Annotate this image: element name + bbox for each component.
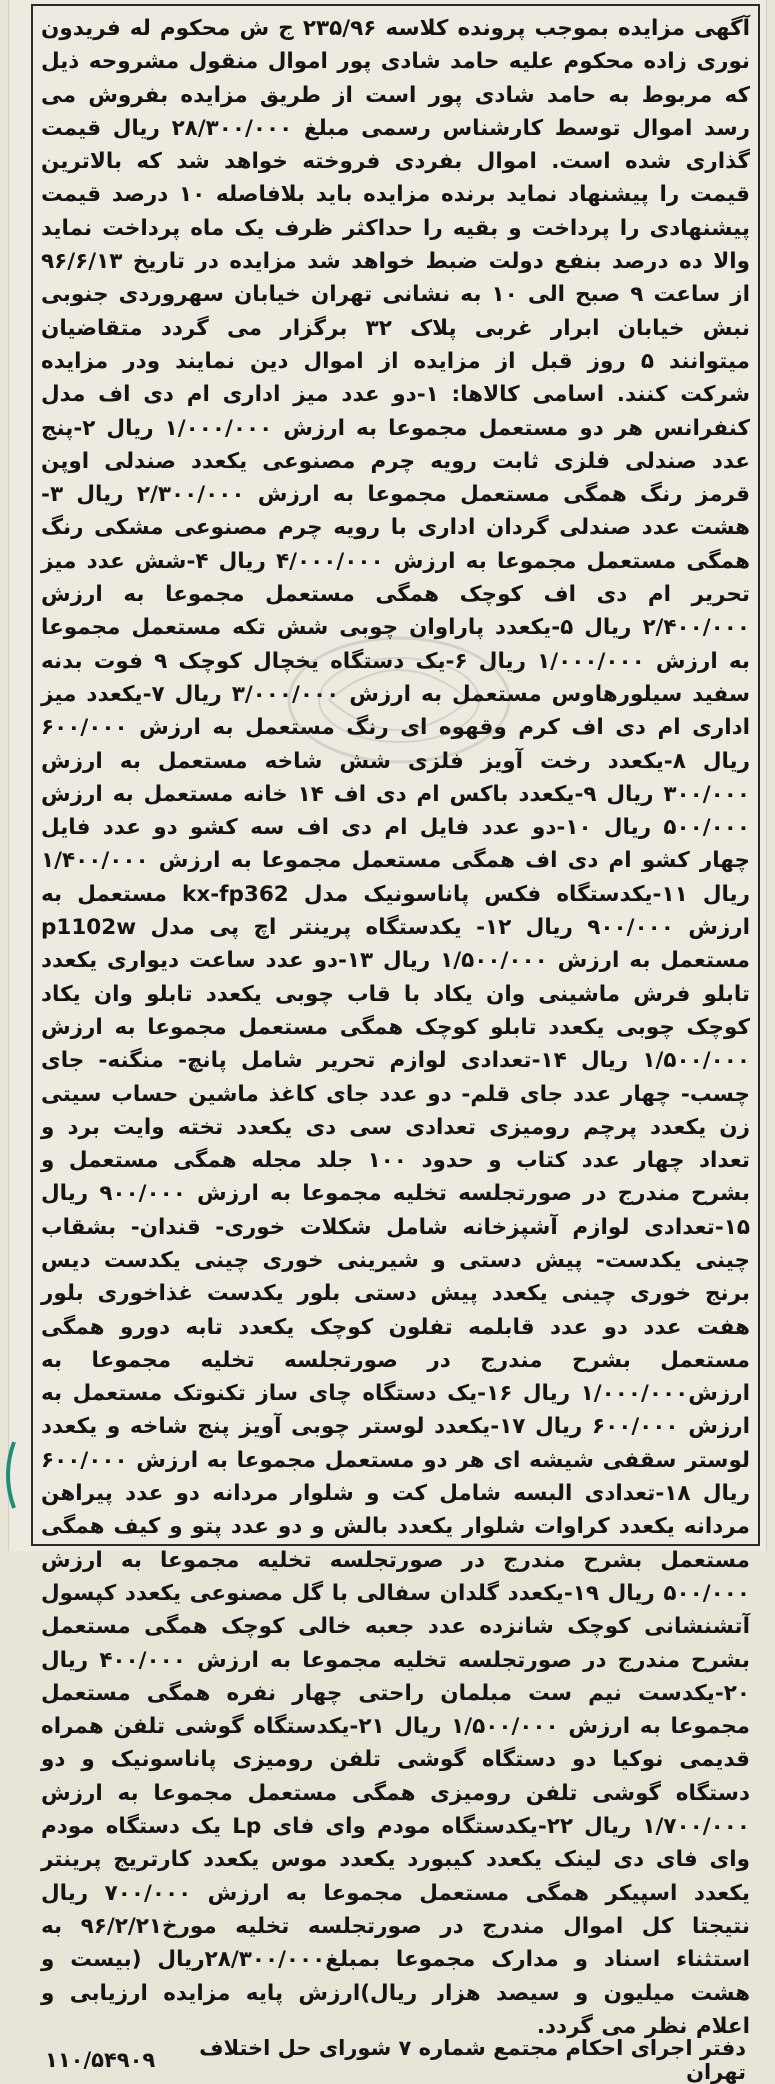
notice-body-text: آگهی مزایده بموجب پرونده کلاسه ۲۳۵/۹۶ ج ش محکوم له فریدون نوری زاده محکوم علیه حامد شادی پور اموال منقول مشروحه ذیل که مربوط به حامد شادی پور است از طریق مزایده بفروش می رسد اموال توسط کارشناس رسمی مبلغ ۲۸/۳۰۰/۰۰۰ ریال قیمت گذاری شده است. اموال بفردی فروخته خواهد شد که بالاترین قیمت را پیشنهاد نماید برنده مزایده باید بلافاصله ۱۰ درصد قیمت پیشنهادی را پرداخت و بقیه را حداکثر ظرف یک ماه پرداخت نماید والا ده درصد بنفع دولت ضبط خواهد شد مزایده در تاریخ ۹۶/۶/۱۳ از ساعت ۹ صبح الی ۱۰ به نشانی تهران خیابان سهروردی جنوبی نبش خیابان ابرار غربی پلاک ۳۲ برگزار می گردد متقاضیان میتوانند ۵ روز قبل از مزایده از اموال دین نمایند ودر مزایده شرکت کنند. اسامی کالاها: ۱-دو عدد میز اداری ام دی اف مدل کنفرانس هر دو مستعمل مجموعا به ارزش ۱/۰۰۰/۰۰۰ ریال ۲-پنج عدد صندلی فلزی ثابت رویه چرم مصنوعی یکعدد صندلی اوپن قرمز رنگ همگی مستعمل مجموعا به ارزش ۲/۳۰۰/۰۰۰ ریال ۳-هشت عدد صندلی گردان اداری با رویه چرم مصنوعی مشکی رنگ همگی مستعمل مجموعا به ارزش ۴/۰۰۰/۰۰۰ ریال ۴-شش عدد میز تحریر ام دی اف کوچک همگی مستعمل مجموعا به ارزش ۲/۴۰۰/۰۰۰ ریال ۵-یکعدد پاراوان چوبی شش تکه مستعمل مجموعا به ارزش ۱/۰۰۰/۰۰۰ ریال ۶-یک دستگاه یخچال کوچک ۹ فوت بدنه سفید سیلورهاوس مستعمل به ارزش ۳/۰۰۰/۰۰۰ ریال ۷-یکعدد میز اداری ام دی اف کرم وقهوه ای رنگ مستعمل به ارزش ۶۰۰/۰۰۰ ریال ۸-یکعدد رخت آویز فلزی شش شاخه مستعمل به ارزش ۳۰۰/۰۰۰ ریال ۹-یکعدد باکس ام دی اف ۱۴ خانه مستعمل به ارزش ۵۰۰/۰۰۰ ریال ۱۰-دو عدد فایل ام دی اف سه کشو دو عدد فایل چهار کشو ام دی اف همگی مستعمل مجموعا به ارزش ۱/۴۰۰/۰۰۰ ریال ۱۱-یکدستگاه فکس پاناسونیک مدل kx-fp362 مستعمل به ارزش ۹۰۰/۰۰۰ ریال ۱۲- یکدستگاه پرینتر اچ پی مدل p1102w مستعمل به ارزش ۱/۵۰۰/۰۰۰ ریال ۱۳-دو عدد ساعت دیواری یکعدد تابلو فرش ماشینی وان یکاد با قاب چوبی یکعدد تابلو وان یکاد کوچک چوبی یکعدد تابلو کوچک همگی مستعمل مجموعا به ارزش ۱/۵۰۰/۰۰۰ ریال ۱۴-تعدادی لوازم تحریر شامل پانچ- منگنه- جای چسب- چهار عدد جای قلم- دو عدد جای کاغذ ماشین حساب سیتی زن یکعدد پرچم رومیزی تعدادی سی دی یکعدد تخته وایت برد و تعداد چهار عدد کتاب و حدود ۱۰۰ جلد مجله همگی مستعمل و بشرح مندرج در صورتجلسه تخلیه مجموعا به ارزش ۹۰۰/۰۰۰ ریال ۱۵-تعدادی لوازم آشپزخانه شامل شکلات خوری- قندان- بشقاب چینی یکدست- پیش دستی و شیرینی خوری چینی یکدست دیس برنج خوری چینی یکعدد پیش دستی بلور یکدست غذاخوری بلور هفت عدد دو عدد قابلمه تفلون کوچک یکعدد تابه دورو همگی مستعمل بشرح مندرج در صورتجلسه تخلیه مجموعا به ارزش۱/۰۰۰/۰۰۰ ریال ۱۶-یک دستگاه چای ساز تکنوتک مستعمل به ارزش ۶۰۰/۰۰۰ ریال ۱۷-یکعدد لوستر چوبی آویز پنج شاخه و یکعدد لوستر سقفی شیشه ای هر دو مستعمل مجموعا به ارزش ۶۰۰/۰۰۰ ریال ۱۸-تعدادی البسه شامل کت و شلوار مردانه دو عدد پیراهن مردانه یکعدد کراوات شلوار یکعدد بالش و دو عدد پتو و کیف همگی مستعمل بشرح مندرج در صورتجلسه تخلیه مجموعا به ارزش ۵۰۰/۰۰۰ ریال ۱۹-یکعدد گلدان سفالی با گل مصنوعی یکعدد کپسول آتشنشانی کوچک شانزده عدد جعبه خالی کوچک همگی مستعمل بشرح مندرج در صورتجلسه تخلیه مجموعا به ارزش ۴۰۰/۰۰۰ ریال ۲۰-یکدست نیم ست مبلمان راحتی چهار نفره همگی مستعمل مجموعا به ارزش ۱/۵۰۰/۰۰۰ ریال ۲۱-یکدستگاه گوشی تلفن همراه قدیمی نوکیا دو دستگاه گوشی تلفن رومیزی پاناسونیک و دو دستگاه گوشی تلفن رومیزی همگی مستعمل مجموعا به ارزش ۱/۷۰۰/۰۰۰ ریال ۲۲-یکدستگاه مودم وای فای Lp یک دستگاه مودم وای فای دی لینک یکعدد کیبورد یکعدد موس یکعدد کارتریج پرینتر یکعدد اسپیکر همگی مستعمل مجموعا به ارزش ۷۰۰/۰۰۰ ریال نتیجتا کل اموال مندرج در صورتجلسه تخلیه مورخ۹۶/۲/۲۱ به استثناء اسناد و مدارک مجموعا بمبلغ۲۸/۳۰۰/۰۰۰ریال (بیست و هشت میلیون و سیصد هزار ریال)ارزش پایه مزایده ارزیابی و اعلام نظر می گردد. bbox=[41, 16, 751, 2039]
ad-reference-number: ۱۱۰/۵۴۹۰۹ bbox=[45, 2048, 156, 2073]
auction-notice-box bbox=[31, 4, 760, 2084]
notice-footer bbox=[41, 2036, 750, 2084]
newspaper-clipping bbox=[8, 0, 767, 2084]
page-edge-mark-icon bbox=[0, 1440, 14, 1510]
issuer-office: دفتر اجرای احکام مجتمع شماره ۷ شورای حل اختلاف تهران bbox=[199, 2036, 746, 2084]
